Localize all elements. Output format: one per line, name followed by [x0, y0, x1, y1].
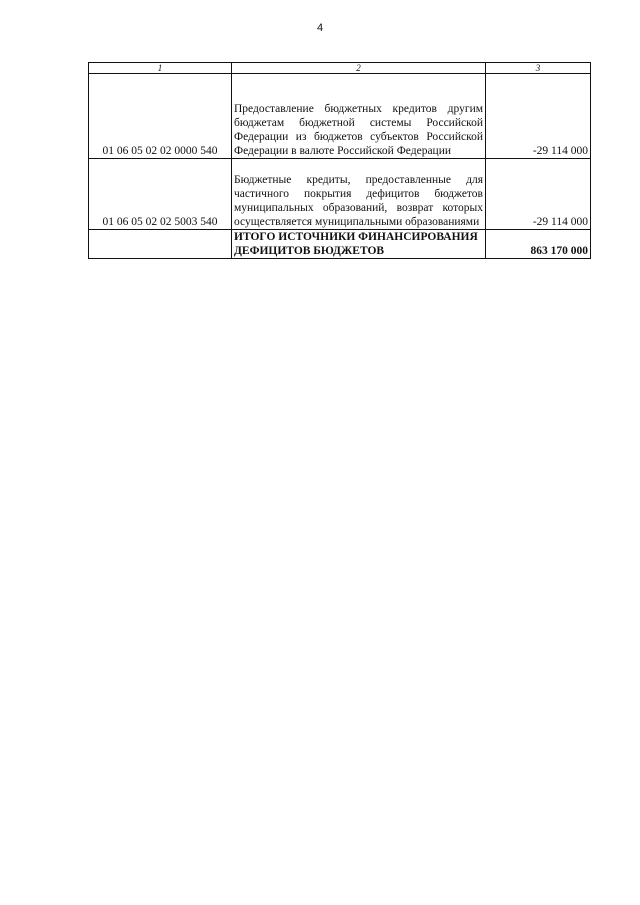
column-header-2: 2	[232, 63, 486, 74]
column-header-3: 3	[486, 63, 591, 74]
total-label-cell: ИТОГО ИСТОЧНИКИ ФИНАНСИРОВАНИЯ ДЕФИЦИТОВ БЮДЖЕТОВ	[232, 230, 486, 259]
empty-code-cell	[89, 230, 232, 259]
table-header-row	[89, 63, 591, 74]
budget-code-cell: 01 06 05 02 02 5003 540	[89, 159, 232, 230]
amount-cell: -29 114 000	[486, 74, 591, 159]
description-cell: Бюджетные кредиты, предоставленные для частичного покрытия дефицитов бюджетов муниципальных образований, возврат которых осуществляется муниципальными образованиями	[232, 159, 486, 230]
budget-code-cell: 01 06 05 02 02 0000 540	[89, 74, 232, 159]
table-row	[89, 74, 591, 159]
page-number: 4	[316, 22, 324, 34]
total-amount-cell: 863 170 000	[486, 230, 591, 259]
amount-cell: -29 114 000	[486, 159, 591, 230]
table-row	[89, 159, 591, 230]
description-cell: Предоставление бюджетных кредитов другим бюджетам бюджетной системы Российской Федерации из бюджетов субъектов Российской Федерации в валюте Российской Федерации	[232, 74, 486, 159]
total-row	[89, 230, 591, 259]
financing-sources-table	[88, 62, 591, 259]
column-header-1: 1	[89, 63, 232, 74]
